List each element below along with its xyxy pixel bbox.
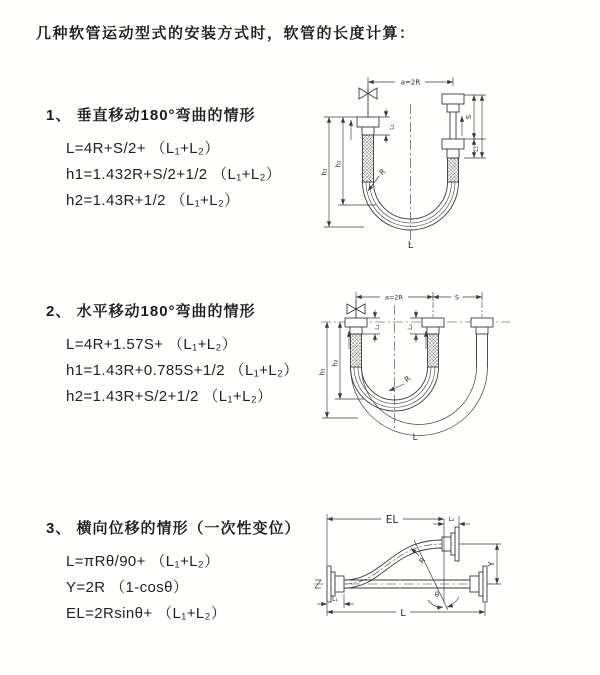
braided-hose [428,334,439,367]
formula-length: L=πRθ/90+ （L₁+L₂） [66,553,220,570]
hose-drawing [318,300,510,436]
dim-label-y: Y [487,561,496,567]
braided-hose [448,158,459,182]
dim-label-theta: θ [434,591,440,599]
fitting-flange [442,139,464,149]
dim-label-el: EL [385,514,399,526]
angle-arc [428,600,443,607]
dimension-lines [317,514,501,616]
fitting-flange [471,318,493,327]
formula-h2: h2=1.43R+S/2+1/2 （L₁+L₂） [66,388,273,405]
formula-h1: h1=1.432R+S/2+1/2 （L₁+L₂） [66,166,282,183]
fitting-flange [345,318,367,327]
dim-label-l1: L₁ [374,324,381,330]
dim-label-r: R [402,373,413,385]
diagram-labels [319,294,460,444]
braided-hose [351,334,362,367]
page-title: 几种软管运动型式的安装方式时，软管的长度计算： [36,25,416,42]
dim-label-h2: h₂ [334,160,343,168]
diagram-horizontal-bend [318,287,533,449]
flange-plate [483,566,487,602]
dim-label-a2r: a=2R [384,293,404,302]
formula-y: Y=2R （1-cosθ） [66,579,189,596]
formula-h1: h1=1.43R+0.785S+1/2 （L₁+L₂） [66,362,299,379]
dim-label-r: R [377,166,388,178]
hose-drawing [357,85,464,244]
diagram-vertical-bend [318,72,488,254]
dim-label-s: S [465,114,473,120]
dim-label-h1: h₁ [318,368,327,376]
dim-label-l: L [407,240,414,251]
braided-hose [363,135,374,182]
flange-plate [327,566,331,602]
section-vertical-bend [46,104,281,214]
dim-label-s: S [454,293,460,302]
fitting-flange [357,117,379,127]
formula-length: L=4R+S/2+ （L₁+L₂） [66,140,220,157]
formula-el: EL=2Rsinθ+ （L₁+L₂） [66,605,227,622]
dim-label-l1: L₁ [388,124,396,130]
dim-label-l1: L₁ [332,596,338,603]
displaced-hose [351,367,488,436]
flange-plate [455,527,459,561]
angle-arc [447,597,459,607]
section-horizontal-bend [46,300,299,410]
fitting-flange [422,318,444,327]
dim-label-l: L [400,608,406,619]
displaced-hose [344,540,442,580]
fitting-flange [442,94,464,104]
section-heading: 1、 垂直移动180°弯曲的情形 [46,107,256,124]
dim-label-h2: h₂ [331,359,340,367]
dim-label-r: R [417,556,428,566]
dim-label-l: L [412,433,418,443]
dim-label-l2: L₂ [407,324,414,330]
diagram-labels [332,514,496,619]
section-heading: 3、 横向位移的情形（一次性变位） [46,520,301,537]
diagram-lateral-displacement [311,504,573,632]
dim-label-h1: h₁ [320,168,329,176]
section-lateral-displacement [46,517,301,627]
formula-h2: h2=1.43R+1/2 （L₁+L₂） [66,192,240,209]
radius-leader [389,384,404,391]
dim-label-a2r: a=2R [400,78,421,87]
hose-drawing [314,527,493,610]
dim-label-l2: L₂ [448,516,455,523]
formula-length: L=4R+1.57S+ （L₁+L₂） [66,336,238,353]
section-heading: 2、 水平移动180°弯曲的情形 [46,303,256,320]
dim-label-l2: L₂ [473,146,480,152]
